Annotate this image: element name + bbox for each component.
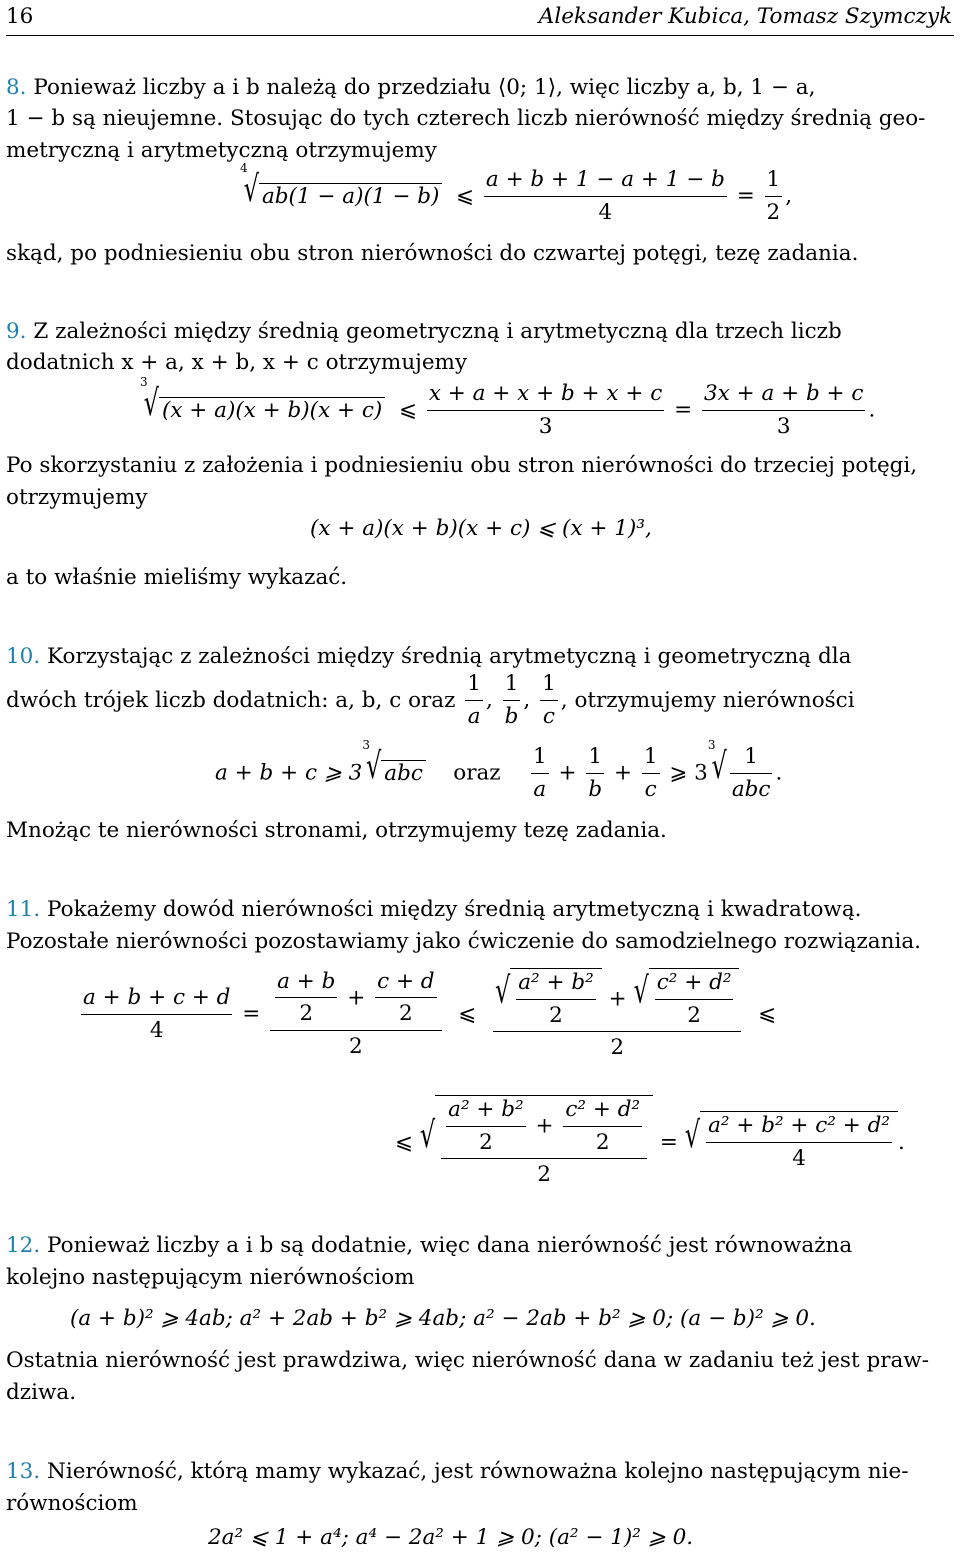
s13-line-2: równościom xyxy=(6,1491,138,1516)
s8-line-1: 8. Ponieważ liczby a i b należą do przedziału ⟨0; 1⟩, więc liczby a, b, 1 − a, xyxy=(6,75,816,100)
s8-line-3: metryczną i arytmetyczną otrzymujemy xyxy=(6,138,437,163)
s8-line-4: skąd, po podniesieniu obu stron nierówności do czwartej potęgi, tezę zadania. xyxy=(6,241,859,266)
s9-line-2: dodatnich x + a, x + b, x + c otrzymujemy xyxy=(6,350,468,375)
s12-line-4: dziwa. xyxy=(6,1380,77,1405)
solution-number-10: 10. xyxy=(6,644,41,669)
s11-line-1: 11. Pokażemy dowód nierówności między średnią arytmetyczną i kwadratową. xyxy=(6,897,862,922)
solution-number-13: 13. xyxy=(6,1459,41,1484)
s9-equation: $^3$√ (x + a)(x + b)(x + c) ⩽ $\frac{x + a + x + b + x + c}{3}$ = $\frac{3x + a + b + c}{3}$ . xyxy=(140,375,876,439)
s9-equation-2: (x + a)(x + b)(x + c) ⩽ (x + 1)³, xyxy=(310,516,652,541)
solution-number-12: 12. xyxy=(6,1233,41,1258)
s11-equation-1: $\frac{a + b + c + d}{4}$ = $\frac{a + b}{2}$ + $\frac{c + d}{2}$ 2 ⩽ √ $\frac{\text{a² + b²}}{2}$ + √ $\frac{\text{c² + d²}}{2}$ 2 ⩽ xyxy=(83,968,777,1061)
s10-equation: a + b + c ⩾ $3^3√$ abc oraz $\frac{1}{a}$ + $\frac{1}{b}$ + $\frac{1}{c}$ ⩾ $3^3√$ $\frac{1}{\text{abc}}$ . xyxy=(215,738,783,802)
solution-number-8: 8. xyxy=(6,75,27,100)
s9-line-5: a to właśnie mieliśmy wykazać. xyxy=(6,565,348,590)
s12-equation: (a + b)² ⩾ 4ab; a² + 2ab + b² ⩾ 4ab; a² − 2ab + b² ⩾ 0; (a − b)² ⩾ 0. xyxy=(70,1306,816,1331)
s13-line-1: 13. Nierówność, którą mamy wykazać, jest równoważna kolejno następującym nie- xyxy=(6,1459,909,1484)
s8-equation: $^4$√ ab(1 − a)(1 − b) ⩽ $\frac{a + b + 1 - a + 1 - b}{4}$ = $\frac{1}{2}$ , xyxy=(240,161,793,225)
running-header-authors: Aleksander Kubica, Tomasz Szymczyk xyxy=(538,4,952,29)
header-rule xyxy=(6,35,954,36)
s11-line-2: Pozostałe nierówności pozostawiamy jako ćwiczenie do samodzielnego rozwiązania. xyxy=(6,929,921,954)
s8-line-2: 1 − b są nieujemne. Stosując do tych czterech liczb nierówność między średnią geo- xyxy=(6,106,926,131)
solution-number-11: 11. xyxy=(6,897,41,922)
s10-line-3: Mnożąc te nierówności stronami, otrzymujemy tezę zadania. xyxy=(6,818,667,843)
s10-line-1: 10. Korzystając z zależności między średnią arytmetyczną i geometryczną dla xyxy=(6,644,852,669)
s9-line-1: 9. Z zależności między średnią geometryczną i arytmetyczną dla trzech liczb xyxy=(6,319,842,344)
s12-line-3: Ostatnia nierówność jest prawdziwa, więc nierówność dana w zadaniu też jest praw- xyxy=(6,1348,929,1373)
s9-line-3: Po skorzystaniu z założenia i podniesieniu obu stron nierówności do trzeciej potęgi, xyxy=(6,453,918,478)
s10-line-2: dwóch trójek liczb dodatnich: a, b, c oraz $\frac{1}{a}$ , $\frac{1}{b}$ , $\frac{1}{c}$ , otrzymujemy nierówności xyxy=(6,671,855,729)
s12-line-1: 12. Ponieważ liczby a i b są dodatnie, więc dana nierówność jest równoważna xyxy=(6,1233,853,1258)
page-number: 16 xyxy=(6,4,34,29)
s12-line-2: kolejno następującym nierównościom xyxy=(6,1265,415,1290)
solution-number-9: 9. xyxy=(6,319,27,344)
s9-line-4: otrzymujemy xyxy=(6,485,148,510)
s11-equation-2: ⩽ √ $\frac{\text{a² + b²}}{2}$ + $\frac{\text{c² + d²}}{2}$ 2 = √ $\frac{\text{a² + b² + c² + d²}}{4}$ . xyxy=(395,1097,905,1188)
s13-equation: 2a² ⩽ 1 + a⁴; a⁴ − 2a² + 1 ⩾ 0; (a² − 1)² ⩾ 0. xyxy=(208,1525,694,1550)
